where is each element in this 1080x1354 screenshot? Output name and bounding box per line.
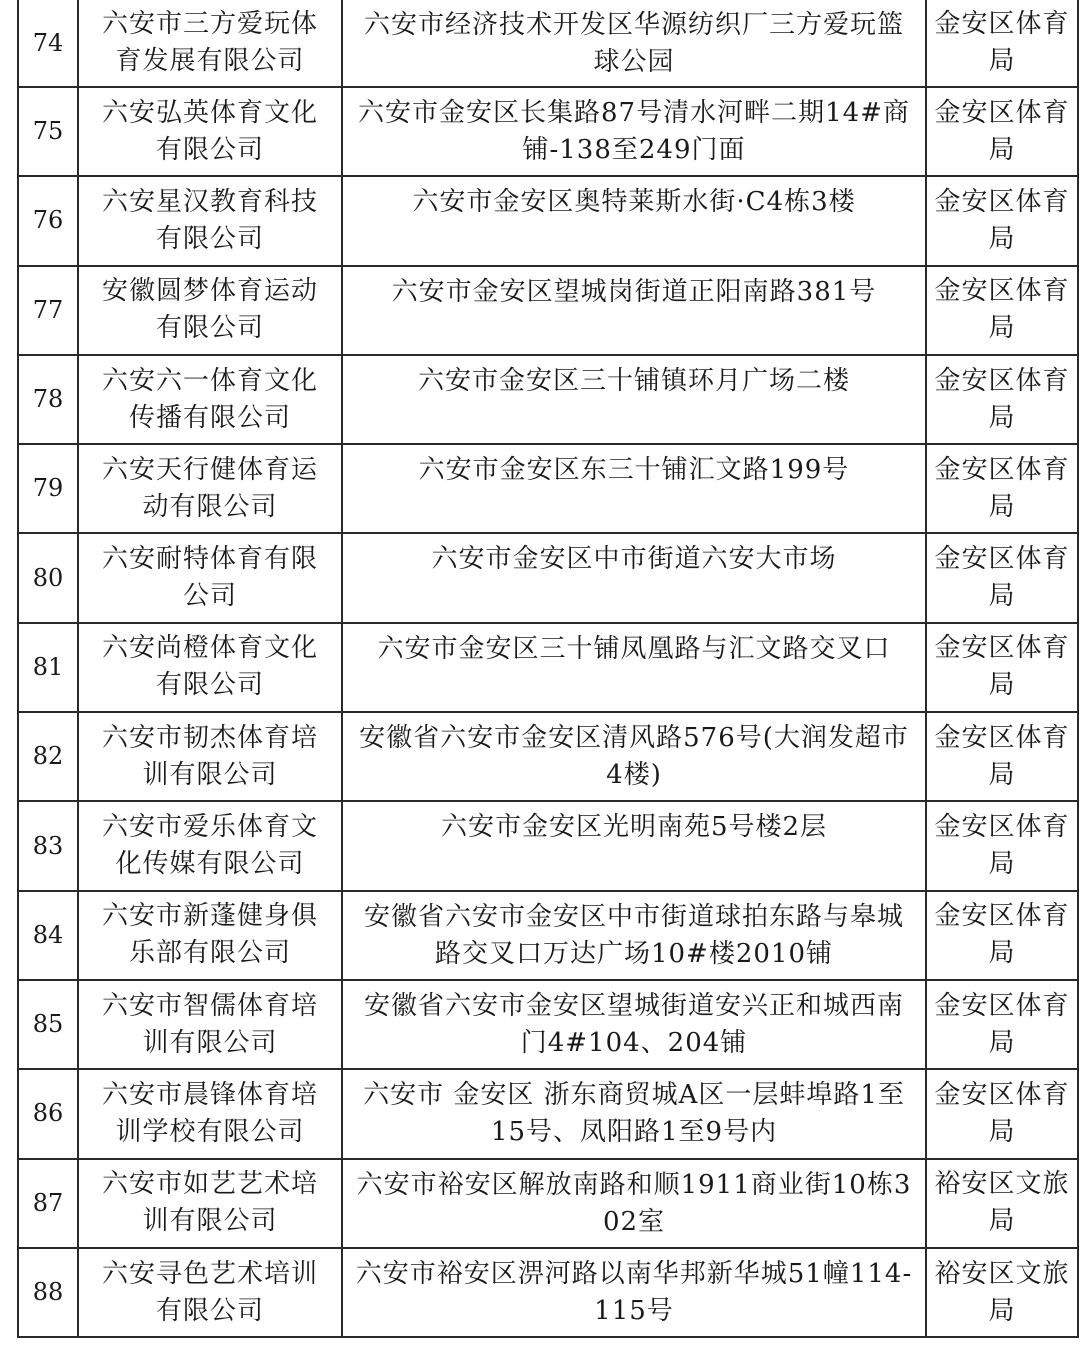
company-address-cell bbox=[342, 623, 926, 712]
table-body bbox=[18, 0, 1078, 1337]
table-row bbox=[18, 712, 1078, 801]
table-row bbox=[18, 176, 1078, 265]
company-name: 六安市智儒体育培训有限公司 bbox=[101, 990, 318, 1058]
supervising-dept-cell bbox=[926, 801, 1078, 890]
table-row bbox=[18, 1248, 1078, 1337]
company-address-cell bbox=[342, 176, 926, 265]
company-address-cell bbox=[342, 980, 926, 1069]
company-address-cell bbox=[342, 266, 926, 355]
supervising-dept-cell bbox=[926, 891, 1078, 980]
row-number: 88 bbox=[32, 1278, 64, 1306]
company-address: 六安市金安区三十铺镇环月广场二楼 bbox=[417, 365, 850, 396]
supervising-dept: 金安区体育局 bbox=[934, 633, 1070, 701]
supervising-dept-cell bbox=[926, 1069, 1078, 1158]
company-name-cell bbox=[78, 1069, 342, 1158]
supervising-dept: 金安区体育局 bbox=[934, 365, 1070, 433]
company-name-cell bbox=[78, 0, 342, 87]
company-name: 六安天行健体育运动有限公司 bbox=[101, 454, 318, 522]
company-address-cell bbox=[342, 1248, 926, 1337]
company-name-cell bbox=[78, 355, 342, 444]
row-number-cell bbox=[18, 266, 78, 355]
supervising-dept: 金安区体育局 bbox=[934, 812, 1070, 880]
supervising-dept-cell bbox=[926, 0, 1078, 87]
supervising-dept-cell bbox=[926, 1248, 1078, 1337]
company-name-cell bbox=[78, 1248, 342, 1337]
row-number-cell bbox=[18, 0, 78, 87]
company-name-cell bbox=[78, 712, 342, 801]
company-name: 六安市如艺艺术培训有限公司 bbox=[101, 1169, 318, 1237]
company-address-cell bbox=[342, 891, 926, 980]
company-name: 六安星汉教育科技有限公司 bbox=[101, 186, 318, 254]
row-number: 86 bbox=[32, 1099, 64, 1128]
supervising-dept: 裕安区文旅局 bbox=[934, 1169, 1070, 1237]
company-address-cell bbox=[342, 712, 926, 801]
company-address-cell bbox=[342, 533, 926, 622]
table-row bbox=[18, 980, 1078, 1069]
table-row bbox=[18, 0, 1078, 87]
company-address: 六安市金安区长集路87号清水河畔二期14#商铺-138至249门面 bbox=[358, 98, 910, 165]
company-address: 六安市裕安区淠河路以南华邦新华城51幢114-115号 bbox=[355, 1258, 913, 1326]
company-name-cell bbox=[78, 1159, 342, 1248]
supervising-dept-cell bbox=[926, 712, 1078, 801]
company-name: 六安耐特体育有限公司 bbox=[101, 544, 318, 612]
table-row bbox=[18, 266, 1078, 355]
row-number-cell bbox=[18, 444, 78, 533]
table-row bbox=[18, 355, 1078, 444]
supervising-dept: 金安区体育局 bbox=[934, 276, 1070, 344]
supervising-dept-cell bbox=[926, 176, 1078, 265]
company-address-cell bbox=[342, 801, 926, 890]
company-name: 六安市三方爱玩体育发展有限公司 bbox=[101, 9, 318, 76]
company-address-cell bbox=[342, 444, 926, 533]
company-address-cell bbox=[342, 87, 926, 176]
row-number-cell bbox=[18, 1069, 78, 1158]
company-name-cell bbox=[78, 533, 342, 622]
table-row bbox=[18, 801, 1078, 890]
institution-table bbox=[17, 0, 1079, 1338]
row-number-cell bbox=[18, 623, 78, 712]
supervising-dept: 金安区体育局 bbox=[934, 990, 1070, 1058]
supervising-dept-cell bbox=[926, 266, 1078, 355]
company-address-cell bbox=[342, 0, 926, 87]
row-number-cell bbox=[18, 87, 78, 176]
table-row bbox=[18, 1159, 1078, 1248]
row-number: 82 bbox=[32, 742, 64, 771]
supervising-dept-cell bbox=[926, 623, 1078, 712]
supervising-dept: 金安区体育局 bbox=[934, 186, 1070, 254]
row-number: 76 bbox=[32, 206, 64, 235]
table-row bbox=[18, 444, 1078, 533]
row-number: 78 bbox=[32, 385, 64, 414]
supervising-dept: 金安区体育局 bbox=[934, 97, 1070, 165]
company-name-cell bbox=[78, 623, 342, 712]
company-name: 安徽圆梦体育运动有限公司 bbox=[101, 276, 318, 344]
row-number-cell bbox=[18, 712, 78, 801]
row-number-cell bbox=[18, 176, 78, 265]
row-number-cell bbox=[18, 1248, 78, 1337]
supervising-dept: 金安区体育局 bbox=[934, 901, 1070, 969]
row-number: 80 bbox=[32, 563, 64, 592]
company-name-cell bbox=[78, 176, 342, 265]
company-name-cell bbox=[78, 980, 342, 1069]
company-name: 六安寻色艺术培训有限公司 bbox=[101, 1258, 318, 1326]
supervising-dept: 金安区体育局 bbox=[934, 544, 1070, 612]
company-name: 六安六一体育文化传播有限公司 bbox=[101, 365, 318, 433]
company-name: 六安市爱乐体育文化传媒有限公司 bbox=[101, 812, 318, 880]
company-address: 六安市裕安区解放南路和顺1911商业街10栋302室 bbox=[356, 1169, 912, 1237]
table-row bbox=[18, 623, 1078, 712]
row-number: 79 bbox=[32, 474, 64, 503]
row-number-cell bbox=[18, 355, 78, 444]
supervising-dept: 金安区体育局 bbox=[934, 9, 1070, 76]
company-name-cell bbox=[78, 891, 342, 980]
row-number-cell bbox=[18, 533, 78, 622]
company-address: 六安市金安区东三十铺汇文路199号 bbox=[418, 455, 850, 486]
company-address-cell bbox=[342, 355, 926, 444]
company-address: 六安市金安区中市街道六安大市场 bbox=[431, 544, 837, 575]
company-name-cell bbox=[78, 266, 342, 355]
company-name-cell bbox=[78, 801, 342, 890]
company-address: 安徽省六安市金安区清风路576号(大润发超市4楼) bbox=[359, 723, 909, 791]
supervising-dept-cell bbox=[926, 355, 1078, 444]
supervising-dept: 裕安区文旅局 bbox=[934, 1258, 1070, 1326]
row-number: 75 bbox=[32, 117, 64, 146]
supervising-dept-cell bbox=[926, 533, 1078, 622]
company-address: 六安市经济技术开发区华源纺织厂三方爱玩篮球公园 bbox=[363, 10, 904, 77]
company-name: 六安弘英体育文化有限公司 bbox=[101, 97, 318, 165]
company-name-cell bbox=[78, 444, 342, 533]
supervising-dept-cell bbox=[926, 444, 1078, 533]
company-address-cell bbox=[342, 1069, 926, 1158]
table-row bbox=[18, 1069, 1078, 1158]
company-address: 六安市金安区光明南苑5号楼2层 bbox=[440, 812, 828, 843]
supervising-dept-cell bbox=[926, 1159, 1078, 1248]
table-row bbox=[18, 533, 1078, 622]
company-address: 安徽省六安市金安区中市街道球拍东路与皋城路交叉口万达广场10#楼2010铺 bbox=[363, 901, 904, 969]
row-number: 83 bbox=[32, 831, 64, 860]
company-name: 六安市晨锋体育培训学校有限公司 bbox=[101, 1079, 318, 1147]
row-number: 87 bbox=[32, 1188, 64, 1217]
supervising-dept: 金安区体育局 bbox=[934, 1079, 1070, 1147]
company-name-cell bbox=[78, 87, 342, 176]
row-number: 74 bbox=[32, 28, 64, 57]
company-address-cell bbox=[342, 1159, 926, 1248]
company-address: 安徽省六安市金安区望城街道安兴正和城西南门4#104、204铺 bbox=[363, 990, 904, 1058]
table-row bbox=[18, 891, 1078, 980]
row-number: 81 bbox=[32, 652, 64, 681]
company-name: 六安市韧杰体育培训有限公司 bbox=[101, 722, 318, 790]
supervising-dept: 金安区体育局 bbox=[934, 722, 1070, 790]
row-number: 84 bbox=[32, 920, 64, 949]
company-address: 六安市金安区望城岗街道正阳南路381号 bbox=[391, 276, 877, 307]
supervising-dept-cell bbox=[926, 87, 1078, 176]
company-address: 六安市金安区奥特莱斯水街·C4栋3楼 bbox=[412, 187, 856, 218]
supervising-dept-cell bbox=[926, 980, 1078, 1069]
table-row bbox=[18, 87, 1078, 176]
company-name: 六安尚橙体育文化有限公司 bbox=[101, 633, 318, 701]
row-number: 85 bbox=[32, 1010, 64, 1039]
company-address: 六安市 金安区 浙东商贸城A区一层蚌埠路1至15号、凤阳路1至9号内 bbox=[363, 1080, 905, 1148]
row-number-cell bbox=[18, 801, 78, 890]
row-number: 77 bbox=[32, 295, 64, 324]
supervising-dept: 金安区体育局 bbox=[934, 454, 1070, 522]
company-name: 六安市新蓬健身俱乐部有限公司 bbox=[101, 901, 318, 969]
company-address: 六安市金安区三十铺凤凰路与汇文路交叉口 bbox=[377, 633, 891, 664]
row-number-cell bbox=[18, 891, 78, 980]
row-number-cell bbox=[18, 980, 78, 1069]
row-number-cell bbox=[18, 1159, 78, 1248]
